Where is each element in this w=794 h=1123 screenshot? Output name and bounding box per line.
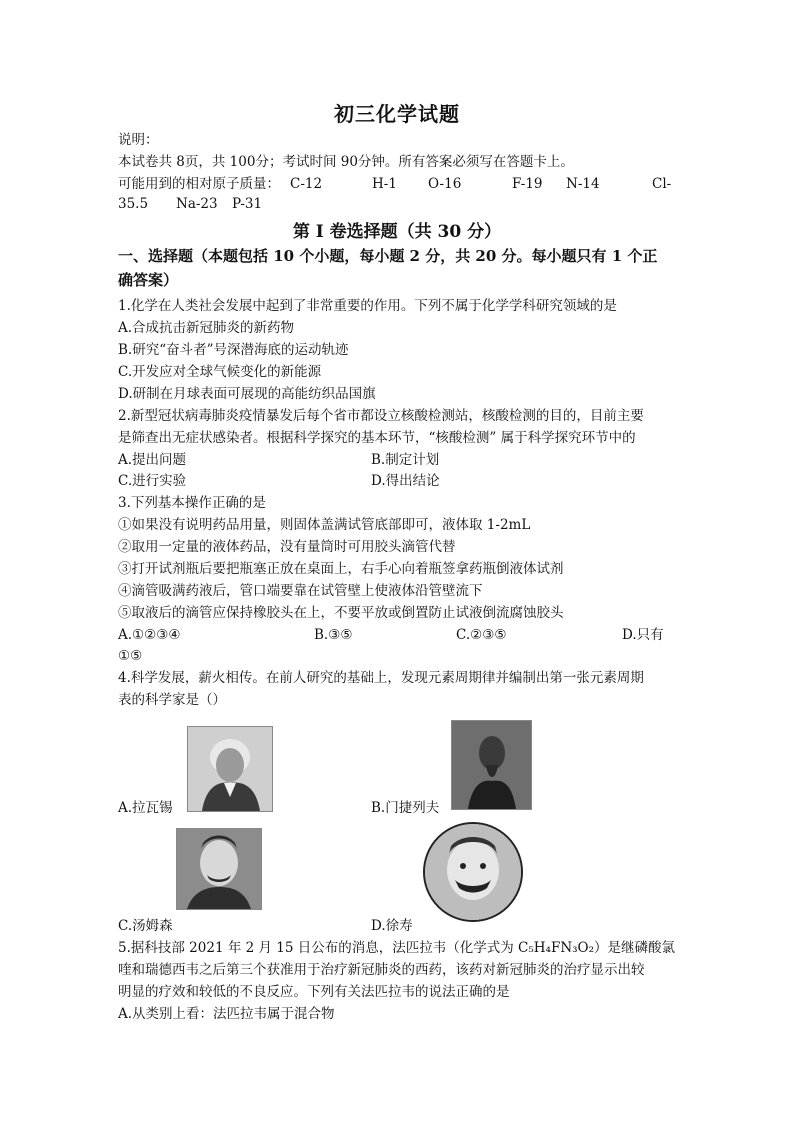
atomic-mass: H-1	[372, 176, 397, 192]
question-5-stem-cont: 喹和瑞德西韦之后第三个获准用于治疗新冠肺炎的西药，该药对新冠肺炎的治疗显示出较	[118, 962, 645, 978]
question-5-option-a: A.从类别上看：法匹拉韦属于混合物	[118, 1006, 335, 1022]
atomic-mass: F-19	[512, 176, 543, 192]
question-4-option-a: A.拉瓦锡	[118, 800, 173, 816]
atomic-mass: Na-23	[176, 196, 218, 212]
question-4-option-b: B.门捷列夫	[371, 800, 440, 816]
question-3-option-c: C.②③⑤	[456, 627, 507, 643]
exam-title: 初三化学试题	[334, 102, 460, 126]
portrait-image	[423, 822, 523, 922]
question-5-stem: 5.据科技部 2021 年 2 月 15 日公布的消息，法匹拉韦（化学式为 C₅H₄FN₃O₂）是继磷酸氯	[118, 940, 676, 956]
question-3-item-1: ①如果没有说明药品用量，则固体盖满试管底部即可，液体取 1-2mL	[118, 517, 531, 533]
atomic-mass: P-31	[232, 196, 263, 212]
atomic-mass: N-14	[566, 176, 600, 192]
question-3-option-d-cont: ①⑤	[118, 648, 143, 664]
portrait-image	[187, 726, 273, 812]
question-2-stem: 2.新型冠状病毒肺炎疫情暴发后每个省市都设立核酸检测站，核酸检测的目的，目前主要	[118, 408, 644, 424]
instructions-text: 本试卷共 8页，共 100分；考试时间 90分钟。所有答案必须写在答题卡上。	[118, 154, 574, 170]
question-2-option-a: A.提出问题	[118, 452, 187, 468]
atomic-mass: O-16	[428, 176, 462, 192]
question-5-stem-cont: 明显的疗效和较低的不良反应。下列有关法匹拉韦的说法正确的是	[118, 984, 510, 1000]
question-4-option-c: C.汤姆森	[118, 918, 173, 934]
portrait-image	[176, 828, 262, 910]
question-4-stem-cont: 表的科学家是（）	[118, 692, 226, 708]
question-3-item-4: ④滴管吸满药液后，管口端要靠在试管壁上使液体沿管壁流下	[118, 583, 483, 599]
question-2-option-b: B.制定计划	[371, 452, 440, 468]
question-3-item-5: ⑤取液后的滴管应保持橡胶头在上，不要平放或倒置防止试液倒流腐蚀胶头	[118, 605, 564, 621]
question-3-stem: 3.下列基本操作正确的是	[118, 495, 266, 511]
question-1-option-d: D.研制在月球表面可展现的高能纺织品国旗	[118, 386, 376, 402]
question-3-item-2: ②取用一定量的液体药品，没有量筒时可用胶头滴管代替	[118, 539, 456, 555]
question-2-option-c: C.进行实验	[118, 473, 187, 489]
question-2-stem-cont: 是筛查出无症状感染者。根据科学探究的基本环节，“核酸检测” 属于科学探究环节中的	[118, 430, 636, 446]
question-3-item-3: ③打开试剂瓶后要把瓶塞正放在桌面上，右手心向着瓶签拿药瓶倒液体试剂	[118, 561, 564, 577]
question-2-option-d: D.得出结论	[371, 473, 440, 489]
atomic-mass: 35.5	[118, 196, 149, 212]
question-1-stem: 1.化学在人类社会发展中起到了非常重要的作用。下列不属于化学学科研究领域的是	[118, 298, 617, 314]
atomic-masses-label: 可能用到的相对原子质量：	[118, 176, 280, 192]
section-title: 第 I 卷选择题（共 30 分）	[292, 222, 502, 242]
question-1-option-b: B.研究“奋斗者”号深潜海底的运动轨迹	[118, 342, 349, 358]
question-3-option-b: B.③⑤	[314, 627, 353, 643]
question-1-option-a: A.合成抗击新冠肺炎的新药物	[118, 320, 295, 336]
question-1-option-c: C.开发应对全球气候变化的新能源	[118, 364, 322, 380]
instructions-label: 说明：	[118, 132, 159, 148]
atomic-mass: Cl-	[652, 176, 672, 192]
atomic-mass: C-12	[290, 176, 323, 192]
question-3-option-a: A.①②③④	[118, 627, 181, 643]
part1-heading-cont: 确答案）	[118, 271, 179, 289]
part1-heading: 一、选择题（本题包括 10 个小题，每小题 2 分，共 20 分。每小题只有 1 个正	[118, 247, 658, 265]
question-3-option-d: D.只有	[622, 627, 664, 643]
question-4-option-d: D.徐寿	[371, 918, 413, 934]
question-4-stem: 4.科学发展，薪火相传。在前人研究的基础上，发现元素周期律并编制出第一张元素周期	[118, 670, 644, 686]
portrait-image	[451, 720, 532, 810]
